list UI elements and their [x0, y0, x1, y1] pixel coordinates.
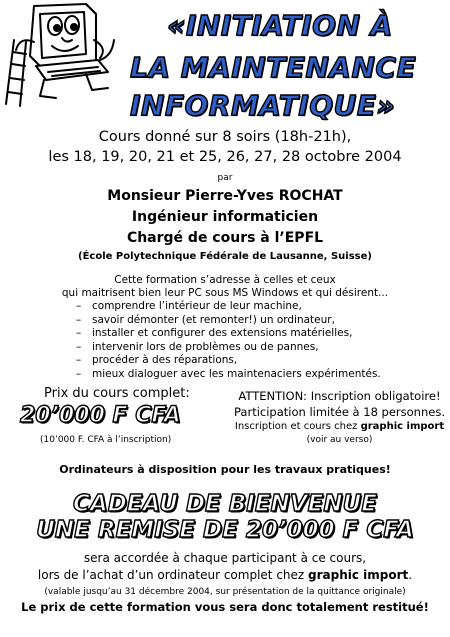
gift-text-1: sera accordée à chaque participant à ce cours, [83, 551, 367, 565]
computers-note: Ordinateurs à disposition pour les travaux pratiques! [59, 463, 391, 476]
list-item: – installer et configurer des extensions matérielles, [76, 327, 381, 341]
computer-mascot-icon [0, 0, 118, 112]
instructor-role: Chargé de cours à l’EPFL [126, 230, 324, 246]
instructor-title: Ingénieur informaticien [131, 209, 319, 225]
see-back-note: (voir au verso) [306, 435, 373, 445]
gift-text-2-lead: lors de l’achat d’un ordinateur complet chez [37, 568, 309, 582]
objectives-list [76, 300, 381, 382]
gift-text-2-end: . [408, 568, 413, 582]
registration-warning: ATTENTION: Inscription obligatoire! [238, 389, 441, 403]
instructor-school: (École Polytechnique Fédérale de Lausanne, Suisse) [78, 251, 372, 262]
refund-note: Le prix de cette formation vous sera donc totalement restitué! [21, 600, 429, 614]
title-line-1: «INITIATION À [167, 9, 393, 42]
registration-location-text: Inscription et cours chez [234, 421, 361, 432]
audience-intro-2: qui maitrisent bien leur PC sous MS Windows et qui désirent... [61, 287, 389, 299]
list-item: – savoir démonter (et remonter!) un ordinateur, [76, 314, 381, 328]
brand-name: graphic import [360, 421, 445, 432]
price-amount: 20’000 F CFA [20, 403, 181, 428]
audience-intro-1: Cette formation s’adresse à celles et ceux [114, 274, 336, 286]
title-line-3: INFORMATIQUE» [130, 89, 396, 122]
registration-block [232, 388, 447, 447]
list-item: – procéder à des réparations, [76, 354, 381, 368]
title-line-2: LA MAINTENANCE [130, 51, 417, 84]
price-deposit: (10’000 F. CFA à l’inscription) [40, 435, 172, 445]
instructor-name: Monsieur Pierre-Yves ROCHAT [107, 188, 343, 204]
gift-heading-2: UNE REMISE DE 20’000 F CFA [36, 517, 414, 543]
schedule-line-1: Cours donné sur 8 soirs (18h-21h), [98, 129, 352, 145]
registration-limit: Participation limitée à 18 personnes. [234, 405, 445, 419]
list-item: – intervenir lors de problèmes ou de pannes, [76, 341, 381, 355]
list-item: – mieux dialoguer avec les maintenaciers expérimentés. [76, 368, 381, 382]
gift-validity: (valable jusqu’au 31 décembre 2004, sur présentation de la quittance originale) [44, 587, 406, 597]
list-item: – comprendre l’intérieur de leur machine, [76, 300, 381, 314]
price-label: Prix du cours complet: [44, 386, 190, 401]
gift-heading-1: CADEAU DE BIENVENUE [73, 491, 377, 517]
by-label: par [217, 173, 233, 183]
gift-text-2 [0, 567, 450, 583]
brand-name: graphic import [308, 568, 409, 582]
schedule-line-2: les 18, 19, 20, 21 et 25, 26, 27, 28 octobre 2004 [48, 149, 402, 165]
registration-location [232, 420, 447, 434]
